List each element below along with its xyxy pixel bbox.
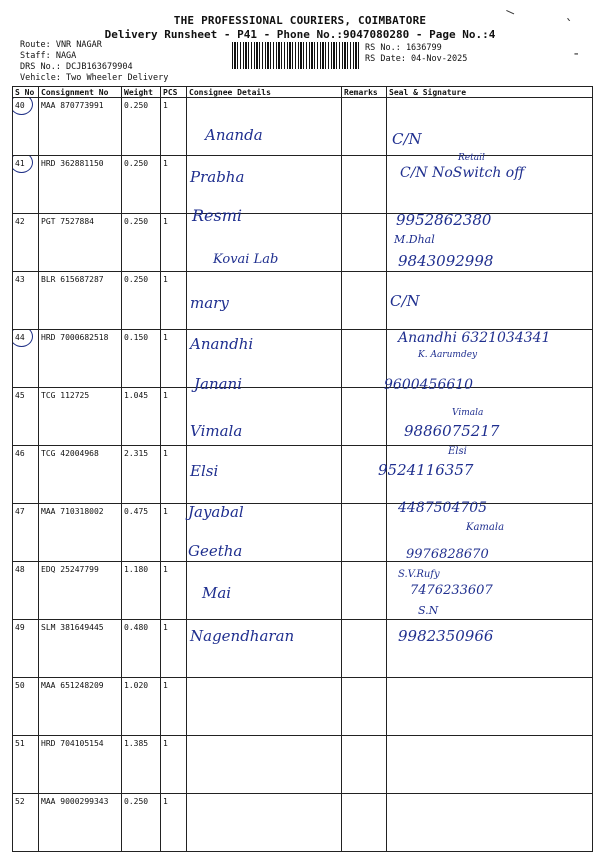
- handwritten-signature: C/N NoSwitch off: [400, 165, 525, 181]
- pcs-cell: 1: [161, 504, 187, 562]
- handwritten-name: Ananda: [205, 126, 263, 144]
- consignee-cell: [187, 736, 342, 794]
- runsheet-subtitle: Delivery Runsheet - P41 - Phone No.:9047080280 - Page No.:4: [104, 28, 496, 41]
- handwritten-name: Resmi: [192, 206, 243, 225]
- remarks-cell: [342, 388, 387, 446]
- remarks-cell: [342, 678, 387, 736]
- weight-cell: 0.150: [122, 330, 161, 388]
- handwritten-note: K. Aarumdey: [418, 350, 478, 360]
- weight-cell: 0.250: [122, 156, 161, 214]
- circle-mark: [13, 330, 34, 348]
- handwritten-name: Vimala: [190, 422, 243, 440]
- staff-text: Staff: NAGA: [20, 51, 77, 61]
- pcs-cell: 1: [161, 330, 187, 388]
- handwritten-signature: Anandhi 6321034341: [398, 330, 551, 346]
- consignment-cell: BLR 615687287: [39, 272, 122, 330]
- col-signature: Seal & Signature: [387, 87, 593, 98]
- handwritten-note: Retail: [458, 153, 485, 163]
- handwritten-note: S.V.Rufy: [398, 569, 440, 580]
- consignment-cell: MAA 710318002: [39, 504, 122, 562]
- weight-cell: 0.250: [122, 272, 161, 330]
- weight-cell: 1.180: [122, 562, 161, 620]
- weight-cell: 1.385: [122, 736, 161, 794]
- handwritten-note: Elsi: [448, 446, 467, 457]
- sno-cell: 44: [13, 330, 39, 388]
- pcs-cell: 1: [161, 736, 187, 794]
- handwritten-name: Nagendharan: [190, 627, 295, 645]
- vehicle-text: Vehicle: Two Wheeler Delivery: [20, 73, 169, 83]
- runsheet-table: [12, 86, 593, 852]
- sno-cell: 48: [13, 562, 39, 620]
- remarks-cell: [342, 156, 387, 214]
- col-pcs: PCS: [161, 87, 187, 98]
- meta-right: [365, 43, 467, 65]
- barcode: [232, 42, 360, 69]
- handwritten-name: Prabha: [190, 168, 245, 186]
- sno-cell: 42: [13, 214, 39, 272]
- col-remarks: Remarks: [342, 87, 387, 98]
- handwritten-signature: C/N: [392, 130, 422, 148]
- weight-cell: 1.045: [122, 388, 161, 446]
- consignment-cell: HRD 704105154: [39, 736, 122, 794]
- signature-cell: [387, 736, 593, 794]
- signature-cell: [387, 794, 593, 852]
- sno-cell: 52: [13, 794, 39, 852]
- col-consignment: Consignment No: [39, 87, 122, 98]
- pen-mark: `: [565, 18, 574, 34]
- weight-cell: 1.020: [122, 678, 161, 736]
- handwritten-signature: 9976828670: [406, 547, 489, 562]
- table-row: [13, 98, 593, 156]
- consignee-cell: [187, 794, 342, 852]
- pcs-cell: 1: [161, 794, 187, 852]
- handwritten-note: M.Dhal: [394, 233, 435, 246]
- remarks-cell: [342, 98, 387, 156]
- meta-left: [20, 40, 168, 84]
- remarks-cell: [342, 562, 387, 620]
- weight-cell: 0.480: [122, 620, 161, 678]
- table-row: [13, 678, 593, 736]
- sno-cell: 51: [13, 736, 39, 794]
- sno-cell: 41: [13, 156, 39, 214]
- consignment-cell: SLM 381649445: [39, 620, 122, 678]
- handwritten-name: Janani: [194, 375, 243, 393]
- consignment-cell: HRD 7000682518: [39, 330, 122, 388]
- pcs-cell: 1: [161, 98, 187, 156]
- weight-cell: 0.475: [122, 504, 161, 562]
- remarks-cell: [342, 736, 387, 794]
- consignment-cell: TCG 112725: [39, 388, 122, 446]
- pen-mark: -: [572, 46, 581, 62]
- handwritten-name: mary: [190, 294, 229, 312]
- remarks-cell: [342, 794, 387, 852]
- handwritten-signature: 9952862380: [396, 211, 492, 229]
- table-row: [13, 736, 593, 794]
- signature-cell: [387, 678, 593, 736]
- handwritten-signature: 9843092998: [398, 252, 494, 270]
- sno-cell: 49: [13, 620, 39, 678]
- remarks-cell: [342, 330, 387, 388]
- remarks-cell: [342, 504, 387, 562]
- handwritten-signature: 9982350966: [398, 627, 494, 645]
- consignment-cell: TCG 42004968: [39, 446, 122, 504]
- table-header: [13, 87, 593, 98]
- sno-cell: 47: [13, 504, 39, 562]
- handwritten-signature: 7476233607: [410, 583, 493, 598]
- circle-mark: [13, 98, 34, 116]
- handwritten-signature: 9886075217: [404, 422, 500, 440]
- table-row: [13, 446, 593, 504]
- handwritten-note: S.N: [418, 604, 439, 617]
- sno-cell: 50: [13, 678, 39, 736]
- weight-cell: 0.250: [122, 98, 161, 156]
- table-row: [13, 504, 593, 562]
- handwritten-name: Geetha: [188, 542, 243, 560]
- rs-number: RS No.: 1636799: [365, 43, 442, 53]
- pcs-cell: 1: [161, 388, 187, 446]
- col-consignee: Consignee Details: [187, 87, 342, 98]
- consignment-cell: MAA 9000299343: [39, 794, 122, 852]
- table-row: [13, 562, 593, 620]
- consignment-cell: EDQ 25247799: [39, 562, 122, 620]
- handwritten-signature: 4487504705: [398, 500, 488, 516]
- pcs-cell: 1: [161, 678, 187, 736]
- handwritten-signature: 9600456610: [384, 377, 474, 393]
- circle-mark: [13, 156, 34, 174]
- handwritten-signature: 9524116357: [378, 461, 474, 479]
- route-text: Route: VNR NAGAR: [20, 40, 102, 50]
- sno-cell: 46: [13, 446, 39, 504]
- remarks-cell: [342, 214, 387, 272]
- consignment-cell: PGT 7527884: [39, 214, 122, 272]
- weight-cell: 2.315: [122, 446, 161, 504]
- drs-text: DRS No.: DCJB163679904: [20, 62, 133, 72]
- pcs-cell: 1: [161, 446, 187, 504]
- consignee-cell: [187, 678, 342, 736]
- pcs-cell: 1: [161, 272, 187, 330]
- sno-cell: 45: [13, 388, 39, 446]
- weight-cell: 0.250: [122, 214, 161, 272]
- handwritten-name: Elsi: [190, 462, 219, 480]
- pen-mark: ―: [503, 2, 518, 22]
- pcs-cell: 1: [161, 214, 187, 272]
- weight-cell: 0.250: [122, 794, 161, 852]
- pcs-cell: 1: [161, 156, 187, 214]
- consignment-cell: MAA 870773991: [39, 98, 122, 156]
- handwritten-note: Vimala: [452, 408, 484, 418]
- consignment-cell: HRD 362881150: [39, 156, 122, 214]
- consignment-cell: MAA 651248209: [39, 678, 122, 736]
- runsheet-title: THE PROFESSIONAL COURIERS, COIMBATORE: [173, 14, 427, 27]
- pcs-cell: 1: [161, 562, 187, 620]
- sno-cell: 40: [13, 98, 39, 156]
- table-row: [13, 388, 593, 446]
- table-row: [13, 794, 593, 852]
- table-row: [13, 272, 593, 330]
- remarks-cell: [342, 272, 387, 330]
- handwritten-name: Anandhi: [190, 335, 254, 353]
- handwritten-note: Kamala: [466, 522, 505, 533]
- handwritten-name: Mai: [202, 584, 232, 602]
- col-weight: Weight: [122, 87, 161, 98]
- sno-cell: 43: [13, 272, 39, 330]
- table-row: [13, 620, 593, 678]
- handwritten-name: Jayabal: [188, 503, 244, 521]
- handwritten-name: Kovai Lab: [213, 252, 279, 267]
- remarks-cell: [342, 620, 387, 678]
- rs-date: RS Date: 04-Nov-2025: [365, 54, 468, 64]
- handwritten-signature: C/N: [390, 292, 420, 310]
- col-sno: S No: [13, 87, 39, 98]
- pcs-cell: 1: [161, 620, 187, 678]
- table-row: [13, 214, 593, 272]
